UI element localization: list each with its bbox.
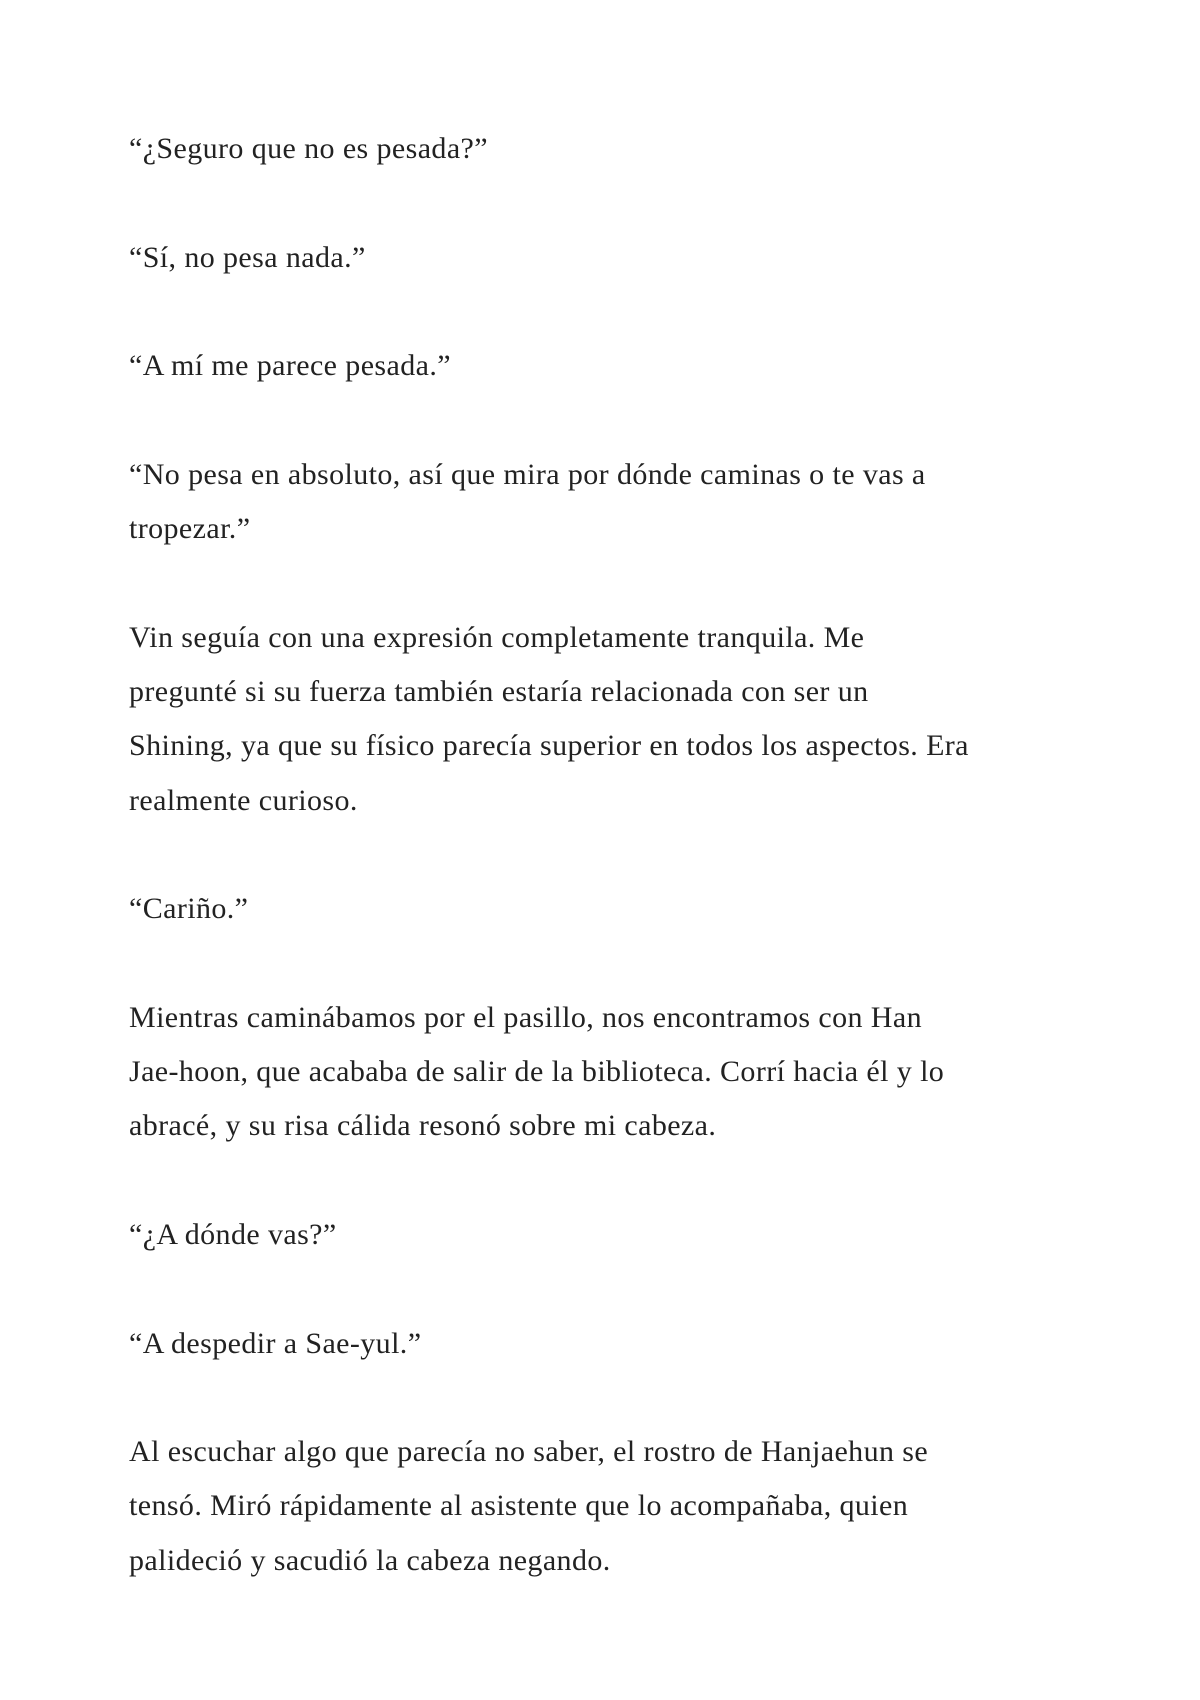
narration-paragraph: [129, 991, 1140, 1154]
text-line: Mientras caminábamos por el pasillo, nos encontramos con Han: [129, 1000, 922, 1034]
text-line: Vin seguía con una expresión completamente tranquila. Me: [129, 620, 865, 654]
text-line: “Cariño.”: [129, 892, 249, 926]
text-line: Shining, ya que su físico parecía superior en todos los aspectos. Era: [129, 729, 969, 763]
text-line: “¿Seguro que no es pesada?”: [129, 132, 488, 165]
text-line: tropezar.”: [129, 512, 251, 546]
dialogue-paragraph: [129, 122, 1140, 176]
dialogue-paragraph: [129, 448, 1140, 557]
text-line: palideció y sacudió la cabeza negando.: [129, 1543, 611, 1577]
text-line: “No pesa en absoluto, así que mira por dónde caminas o te vas a: [129, 457, 926, 491]
text-line: abracé, y su risa cálida resonó sobre mi cabeza.: [129, 1109, 717, 1143]
text-line: Jae-hoon, que acababa de salir de la biblioteca. Corrí hacia él y lo: [129, 1055, 945, 1089]
dialogue-paragraph: [129, 1208, 1140, 1262]
text-line: “Sí, no pesa nada.”: [129, 240, 366, 274]
narration-paragraph: [129, 611, 1140, 828]
text-line: “A despedir a Sae-yul.”: [129, 1326, 422, 1360]
text-line: “A mí me parece pesada.”: [129, 349, 451, 383]
narration-paragraph: [129, 1425, 1140, 1588]
text-line: Al escuchar algo que parecía no saber, el rostro de Hanjaehun se: [129, 1435, 929, 1469]
text-line: pregunté si su fuerza también estaría relacionada con ser un: [129, 674, 869, 708]
text-line: tensó. Miró rápidamente al asistente que lo acompañaba, quien: [129, 1489, 909, 1523]
dialogue-paragraph: [129, 1317, 1140, 1371]
text-line: “¿A dónde vas?”: [129, 1217, 337, 1251]
dialogue-paragraph: [129, 339, 1140, 393]
dialogue-paragraph: [129, 882, 1140, 936]
text-line: realmente curioso.: [129, 783, 358, 817]
dialogue-paragraph: [129, 231, 1140, 285]
